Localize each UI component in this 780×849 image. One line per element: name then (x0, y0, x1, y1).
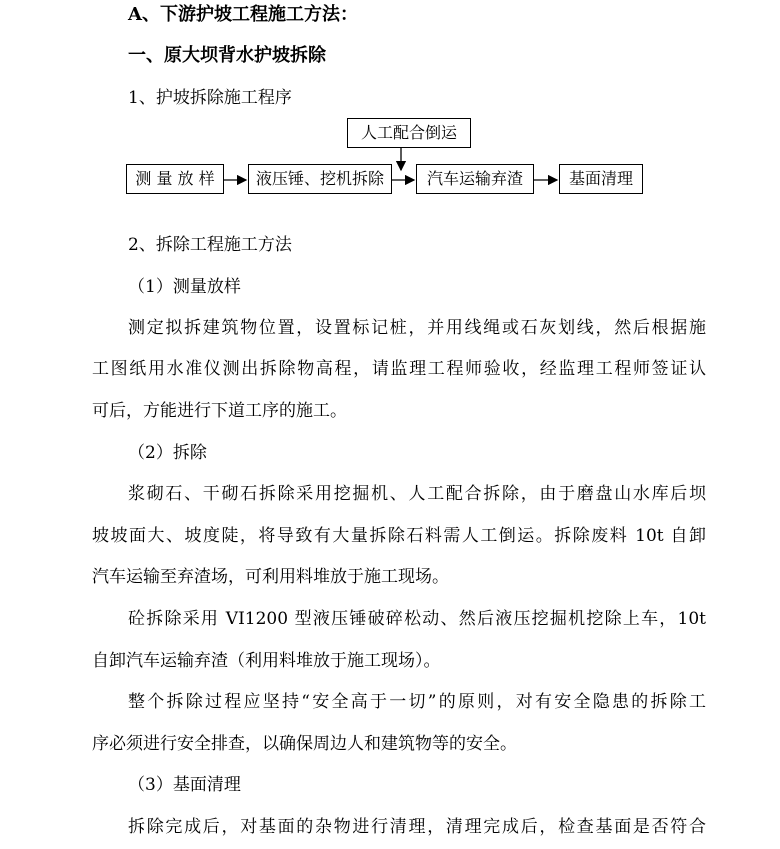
heading-a: A、下游护坡工程施工方法： (128, 4, 358, 25)
p4-line-2: 序必须进行安全排查，以确保周边人和建筑物等的安全。 (92, 734, 517, 754)
p2-line-1: 浆砌石、干砌石拆除采用挖掘机、人工配合拆除，由于磨盘山水库后坝 (128, 484, 706, 504)
p1-line-2: 工图纸用水准仪测出拆除物高程，请监理工程师验收，经监理工程师签证认 (92, 359, 706, 379)
p3-line-2: 自卸汽车运输弃渣（利用料堆放于施工现场）。 (92, 651, 441, 671)
p1-line-1: 测定拟拆建筑物位置，设置标记桩，并用线绳或石灰划线，然后根据施 (128, 318, 706, 338)
p5-line-1: 拆除完成后，对基面的杂物进行清理，清理完成后，检查基面是否符合 (128, 817, 706, 837)
section-1-title: 1、护坡拆除施工程序 (128, 88, 292, 108)
p3-line-1: 砼拆除采用 VI1200 型液压锤破碎松动、然后液压挖掘机挖除上车，10t (128, 609, 706, 629)
p2-line-3: 汽车运输至弃渣场，可利用料堆放于施工现场。 (92, 567, 449, 587)
flow-box-step2: 液压锤、挖机拆除 (248, 164, 392, 194)
section-2-title: 2、拆除工程施工方法 (128, 235, 292, 255)
heading-1: 一、原大坝背水护坡拆除 (128, 45, 326, 66)
sub-2-title: （2）拆除 (128, 443, 207, 463)
sub-3-title: （3）基面清理 (128, 775, 241, 795)
p1-line-3: 可后，方能进行下道工序的施工。 (92, 401, 347, 421)
flow-box-step3: 汽车运输弃渣 (416, 164, 534, 194)
flow-box-step1: 测 量 放 样 (126, 164, 224, 194)
p4-line-1: 整个拆除过程应坚持“安全高于一切”的原则，对有安全隐患的拆除工 (128, 692, 706, 712)
p2-line-2: 坡坡面大、坡度陡，将导致有大量拆除石料需人工倒运。拆除废料 10t 自卸 (92, 526, 706, 546)
flow-box-top: 人工配合倒运 (347, 118, 471, 148)
sub-1-title: （1）测量放样 (128, 277, 241, 297)
flow-box-step4: 基面清理 (559, 164, 643, 194)
